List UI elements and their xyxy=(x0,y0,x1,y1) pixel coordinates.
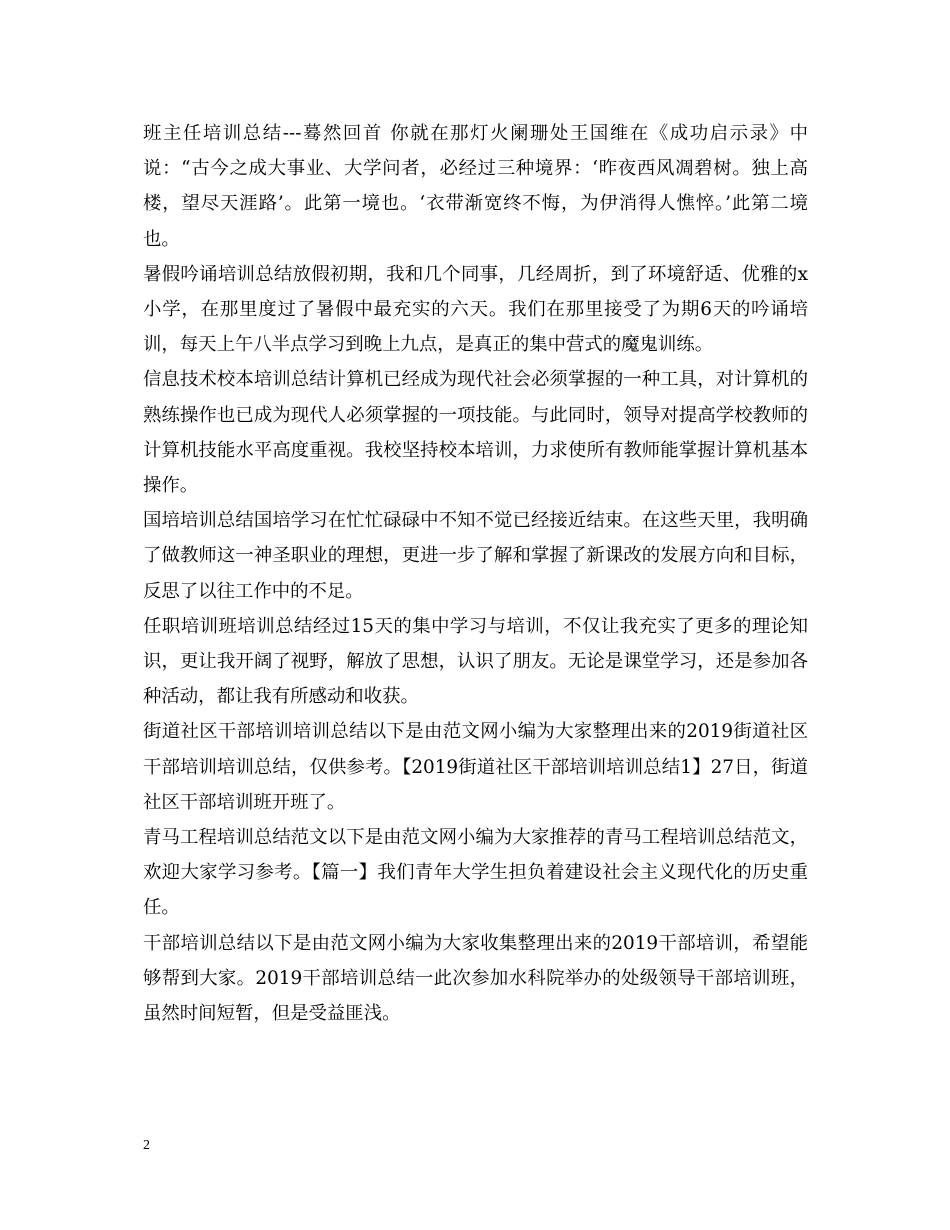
paragraph-community-cadre-training: 街道社区干部培训培训总结以下是由范文网小编为大家整理出来的2019街道社区干部培训培训总结，仅供参考。【2019街道社区干部培训培训总结1】27日，街道社区干部培训班开班了。 xyxy=(143,721,808,813)
paragraph-national-training: 国培培训总结国培学习在忙忙碌碌中不知不觉已经接近结束。在这些天里，我明确了做教师这一神圣职业的理想，更进一步了解和掌握了新课改的发展方向和目标，反思了以往工作中的不足。 xyxy=(143,510,808,602)
paragraph-youth-project-training: 青马工程培训总结范文以下是由范文网小编为大家推荐的青马工程培训总结范文，欢迎大家学习参考。【篇一】我们青年大学生担负着建设社会主义现代化的历史重任。 xyxy=(143,827,808,919)
paragraph-recitation-training: 暑假吟诵培训总结放假初期，我和几个同事，几经周折，到了环境舒适、优雅的x小学，在那里度过了暑假中最充实的六天。我们在那里接受了为期6天的吟诵培训，每天上午八半点学习到晚上九点，是真正的集中营式的魔鬼训练。 xyxy=(143,263,808,356)
paragraph-appointment-training: 任职培训班培训总结经过15天的集中学习与培训，不仅让我充实了更多的理论知识，更让我开阔了视野，解放了思想，认识了朋友。无论是课堂学习，还是参加各种活动，都让我有所感动和收获。 xyxy=(143,615,808,708)
page-number: 2 xyxy=(143,1138,150,1153)
document-body xyxy=(143,116,808,1031)
paragraph-head-teacher-training: 班主任培训总结---蓦然回首 你就在那灯火阑珊处王国维在《成功启示录》中说：“古今之成大事业、大学问者，必经过三种境界：‘昨夜西风凋碧树。独上高楼，望尽天涯路’。此第一境也。‘衣带渐宽终不悔，为伊消得人憔悴。’此第二境也。 xyxy=(143,123,808,250)
paragraph-it-school-training: 信息技术校本培训总结计算机已经成为现代社会必须掌握的一种工具，对计算机的熟练操作也已成为现代人必须掌握的一项技能。与此同时，领导对提高学校教师的计算机技能水平高度重视。我校坚持校本培训，力求使所有教师能掌握计算机基本操作。 xyxy=(143,369,808,497)
paragraph-cadre-training: 干部培训总结以下是由范文网小编为大家收集整理出来的2019干部培训，希望能够帮到大家。2019干部培训总结一此次参加水科院举办的处级领导干部培训班，虽然时间短暂，但是受益匪浅。 xyxy=(143,932,808,1025)
